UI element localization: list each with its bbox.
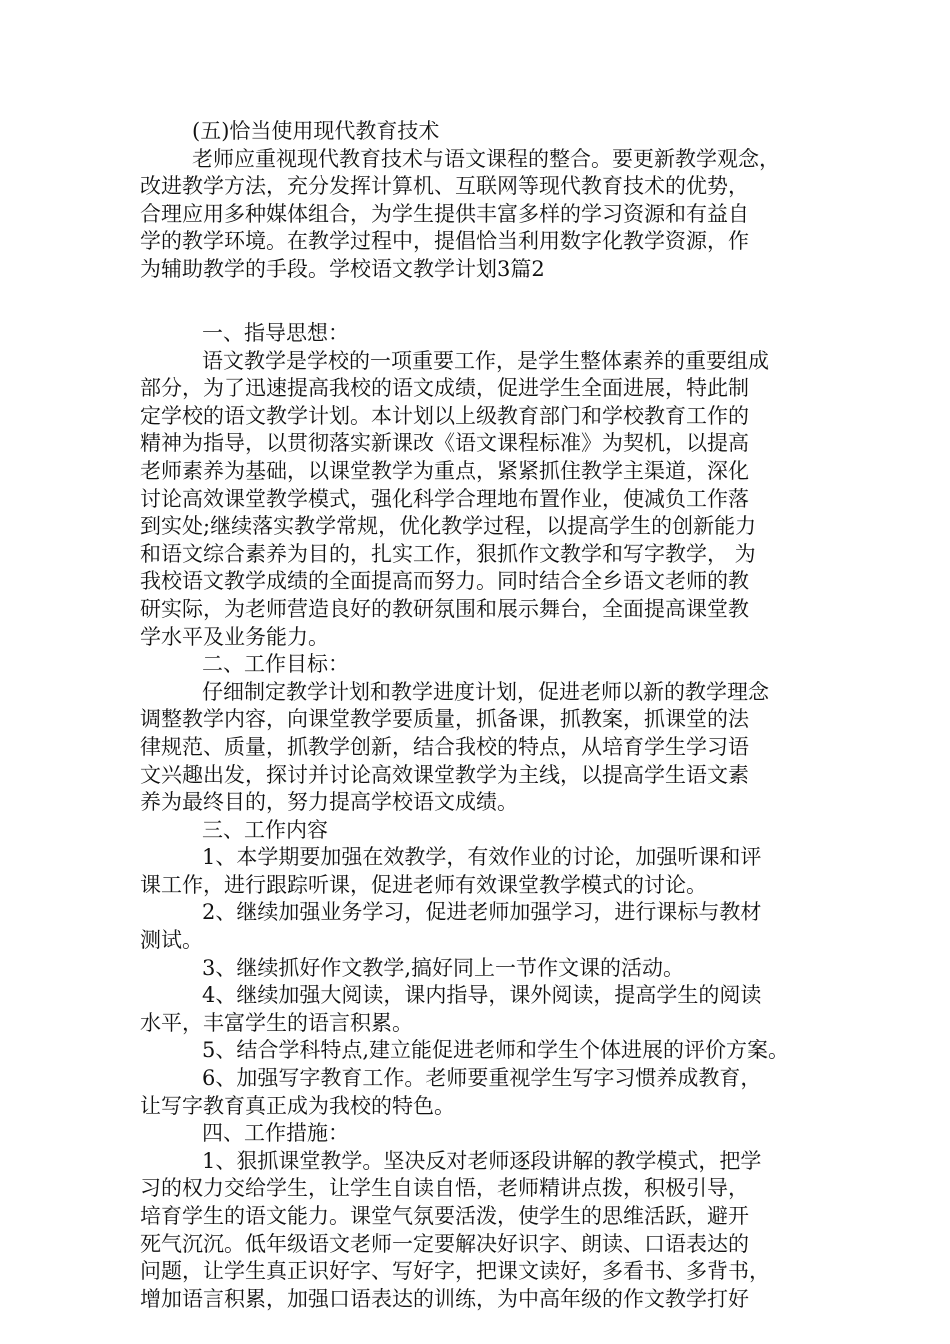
paragraph-line: 部分，为了迅速提高我校的语文成绩，促进学生全面进展，特此制 — [140, 376, 749, 401]
subheading-line: (五)恰当使用现代教育技术 — [192, 119, 440, 143]
section-teaching-plan — [140, 320, 820, 1313]
paragraph-line: 增加语言积累，加强口语表达的训练，为中高年级的作文教学打好 — [140, 1286, 749, 1311]
paragraph-line: 研实际，为老师营造良好的教研氛围和展示舞台，全面提高课堂教 — [140, 596, 749, 621]
list-item-line: 1、狠抓课堂教学。坚决反对老师逐段讲解的教学模式，把学 — [202, 1148, 762, 1173]
list-item-line: 1、本学期要加强在效教学，有效作业的讨论，加强听课和评 — [202, 845, 762, 870]
list-item-line: 让写字教育真正成为我校的特色。 — [140, 1093, 455, 1118]
list-item-line: 4、继续加强大阅读，课内指导，课外阅读，提高学生的阅读 — [202, 983, 762, 1008]
section-modern-tech — [140, 118, 820, 284]
heading-guiding-thought: 一、指导思想： — [202, 321, 349, 345]
paragraph-line: 合理应用多种媒体组合，为学生提供丰富多样的学习资源和有益自 — [140, 201, 749, 226]
paragraph-line: 讨论高效课堂教学模式，强化科学合理地布置作业，使减负工作落 — [140, 486, 749, 511]
heading-work-content: 三、工作内容 — [202, 817, 328, 842]
paragraph-line: 语文教学是学校的一项重要工作，是学生整体素养的重要组成 — [202, 348, 769, 373]
paragraph-line: 养为最终目的，努力提高学校语文成绩。 — [140, 790, 518, 815]
paragraph-line: 定学校的语文教学计划。本计划以上级教育部门和学校教育工作的 — [140, 403, 749, 428]
paragraph-line: 改进教学方法，充分发挥计算机、互联网等现代教育技术的优势， — [140, 174, 749, 199]
paragraph-line: 文兴趣出发，探讨并讨论高效课堂教学为主线，以提高学生语文素 — [140, 762, 749, 787]
paragraph-line: 仔细制定教学计划和教学进度计划，促进老师以新的教学理念 — [202, 679, 769, 704]
paragraph-line: 我校语文教学成绩的全面提高而努力。同时结合全乡语文老师的教 — [140, 569, 749, 594]
list-item-line: 测试。 — [140, 928, 203, 953]
list-item-line: 课工作，进行跟踪听课，促进老师有效课堂教学模式的讨论。 — [140, 872, 707, 897]
list-item-line: 6、加强写字教育工作。老师要重视学生写字习惯养成教育， — [202, 1066, 762, 1091]
paragraph-line: 学水平及业务能力。 — [140, 624, 329, 649]
list-item-line: 5、结合学科特点,建立能促进老师和学生个体进展的评价方案。 — [202, 1038, 790, 1063]
paragraph-line: 调整教学内容，向课堂教学要质量，抓备课，抓教案，抓课堂的法 — [140, 707, 749, 732]
paragraph-line: 老师素养为基础，以课堂教学为重点，紧紧抓住教学主渠道，深化 — [140, 458, 749, 483]
paragraph-line: 学的教学环境。在教学过程中，提倡恰当利用数字化教学资源，作 — [140, 229, 749, 254]
paragraph-line: 到实处;继续落实教学常规，优化教学过程，以提高学生的创新能力 — [140, 514, 757, 539]
list-item-line: 3、继续抓好作文教学,搞好同上一节作文课的活动。 — [202, 955, 685, 980]
heading-work-measures: 四、工作措施： — [202, 1121, 349, 1146]
paragraph-line: 和语文综合素养为目的，扎实工作，狠抓作文教学和写字教学， 为 — [140, 541, 756, 566]
paragraph-line: 培育学生的语文能力。课堂气氛要活泼，使学生的思维活跃，避开 — [140, 1204, 749, 1228]
paragraph-line: 老师应重视现代教育技术与语文课程的整合。要更新教学观念， — [192, 146, 780, 171]
list-item-line: 水平，丰富学生的语言积累。 — [140, 1010, 413, 1035]
heading-work-goals: 二、工作目标： — [202, 652, 349, 677]
paragraph-line: 精神为指导，以贯彻落实新课改《语文课程标准》为契机，以提高 — [140, 431, 749, 456]
paragraph-line: 问题，让学生真正识好字、写好字，把课文读好，多看书、多背书， — [140, 1259, 770, 1284]
paragraph-line: 死气沉沉。低年级语文老师一定要解决好识字、朗读、口语表达的 — [140, 1231, 749, 1256]
paragraph-line: 习的权力交给学生，让学生自读自悟，老师精讲点拨，积极引导， — [140, 1176, 749, 1201]
list-item-line: 2、继续加强业务学习，促进老师加强学习，进行课标与教材 — [202, 900, 762, 925]
paragraph-line: 律规范、质量，抓教学创新，结合我校的特点，从培育学生学习语 — [140, 734, 749, 759]
paragraph-line: 为辅助教学的手段。学校语文教学计划3篇2 — [140, 256, 545, 281]
